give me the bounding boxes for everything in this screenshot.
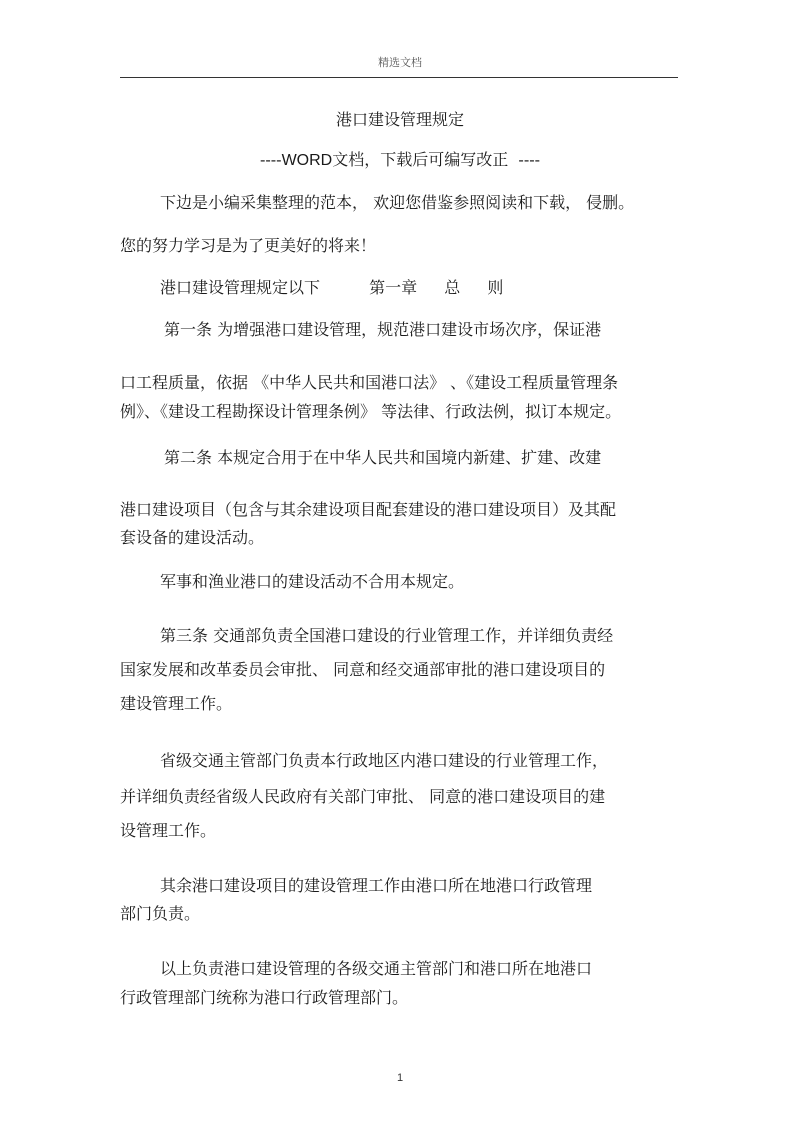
article-3-para4-line-2: 行政管理部门统称为港口行政管理部门。 [120, 988, 409, 1007]
document-subtitle [0, 150, 800, 171]
article-1-line-3: 例》、《建设工程勘探设计管理条例》 等法律、行政法例，拟订本规定。 [120, 402, 622, 421]
header-divider [120, 77, 678, 78]
chapter-lead: 港口建设管理规定以下 [160, 278, 321, 297]
subtitle-suffix: ---- [518, 150, 541, 169]
article-1-line-2: 口工程质量，依据 《中华人民共和国港口法》 、《建设工程质量管理条 [120, 373, 619, 392]
page-number: 1 [396, 1072, 404, 1084]
article-3-para3-line-1: 其余港口建设项目的建设管理工作由港口所在地港口行政管理 [160, 876, 593, 895]
article-2-line-1: 第二条 本规定合用于在中华人民共和国境内新建、扩建、改建 [164, 448, 602, 467]
header-label: 精选文档 [378, 56, 422, 69]
chapter-line [160, 278, 503, 298]
article-3-para2-line-2: 并详细负责经省级人民政府有关部门审批、 同意的港口建设项目的建 [120, 787, 606, 806]
article-3-para3-line-2: 部门负责。 [120, 904, 201, 923]
article-2-line-3: 套设备的建设活动。 [120, 528, 265, 547]
intro-line-1: 下边是小编采集整理的范本， 欢迎您借鉴参照阅读和下载， 侵删。 [160, 193, 635, 212]
article-3-line-2: 国家发展和改革委员会审批、 同意和经交通部审批的港口建设项目的 [120, 660, 606, 679]
chapter-name-1: 总 [444, 278, 461, 297]
subtitle-prefix: ---- [259, 150, 282, 169]
chapter-name-2: 则 [487, 278, 504, 297]
article-3-para2-line-1: 省级交通主管部门负责本行政地区内港口建设的行业管理工作， [160, 751, 609, 770]
chapter-heading: 第一章 [369, 278, 418, 297]
document-title: 港口建设管理规定 [335, 110, 464, 129]
article-3-line-1: 第三条 交通部负责全国港口建设的行业管理工作，并详细负责经 [160, 626, 614, 645]
article-3-para2-line-3: 设管理工作。 [120, 821, 217, 840]
article-2-line-4: 军事和渔业港口的建设活动不合用本规定。 [160, 572, 465, 591]
article-1-line-1: 第一条 为增强港口建设管理，规范港口建设市场次序，保证港 [164, 320, 602, 339]
subtitle-rest: 文档，下载后可编写改正 [332, 150, 509, 169]
article-3-para4-line-1: 以上负责港口建设管理的各级交通主管部门和港口所在地港口 [160, 959, 593, 978]
subtitle-word: WORD [281, 152, 333, 169]
article-2-line-2: 港口建设项目（包含与其余建设项目配套建设的港口建设项目）及其配 [120, 500, 617, 519]
article-3-line-3: 建设管理工作。 [120, 694, 233, 713]
intro-line-2: 您的努力学习是为了更美好的将来！ [120, 236, 377, 255]
